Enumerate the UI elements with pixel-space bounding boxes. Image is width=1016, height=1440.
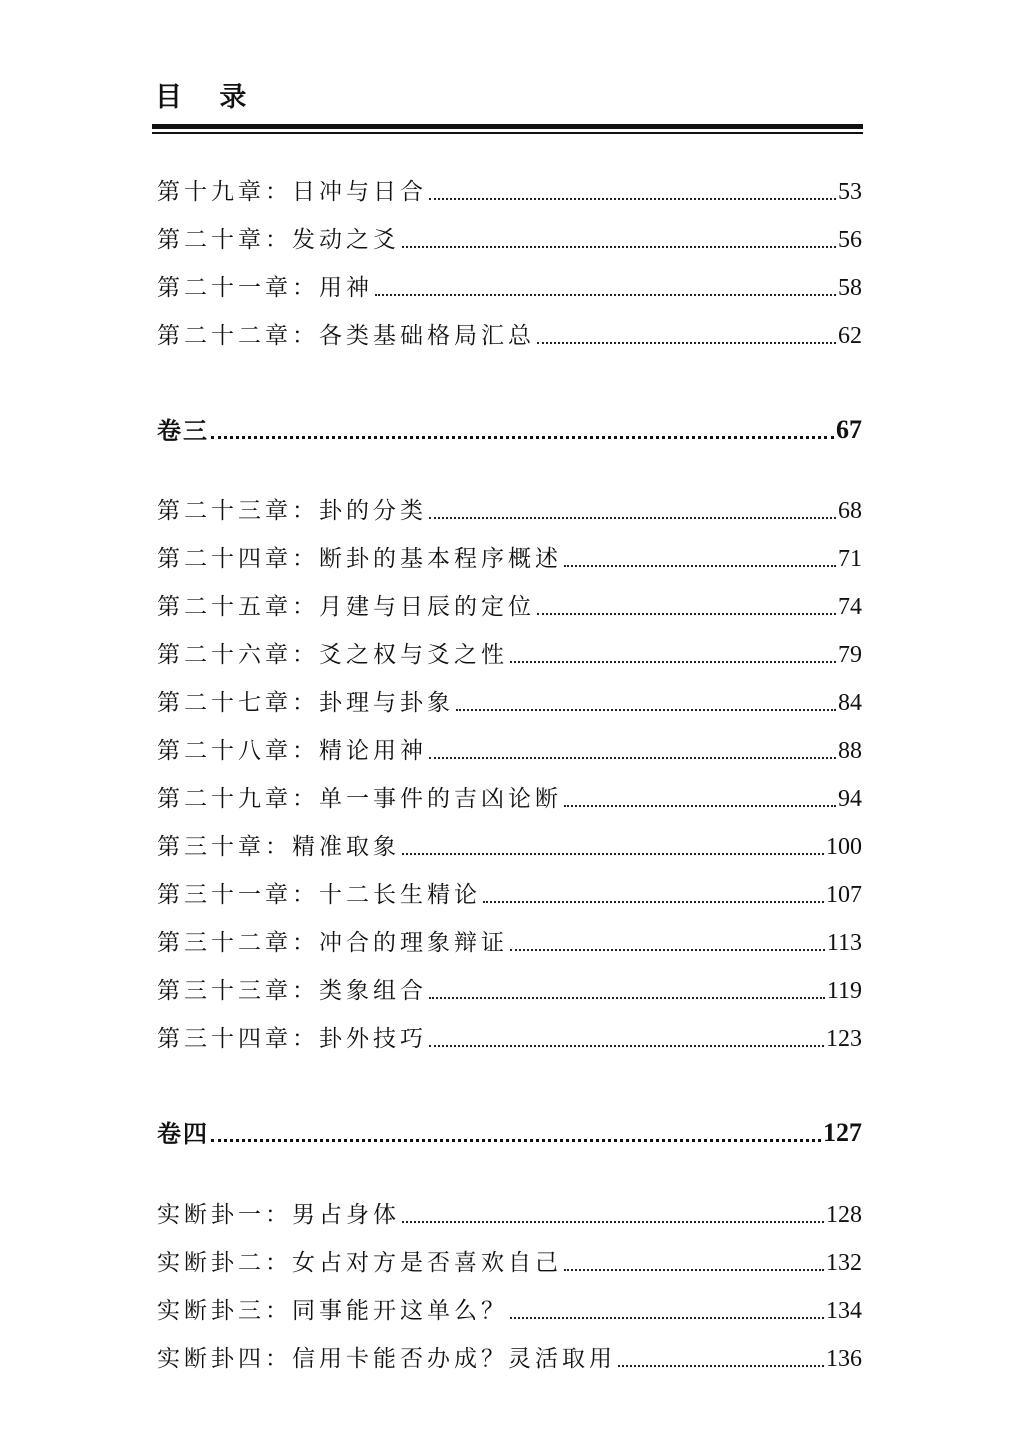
toc-volume-title: 卷四	[157, 1119, 209, 1148]
toc-entry-title: 实断卦一：男占身体	[157, 1202, 400, 1228]
toc-entry[interactable]	[157, 1337, 862, 1371]
toc-entry[interactable]	[157, 218, 862, 252]
toc-entry-title: 第二十八章：精论用神	[157, 738, 427, 764]
toc-entry-title: 第二十四章：断卦的基本程序概述	[157, 546, 562, 572]
toc-entry-page: 94	[838, 786, 862, 812]
toc-entry[interactable]	[157, 537, 862, 571]
toc-entry[interactable]	[157, 777, 862, 811]
toc-entry-page: 88	[838, 738, 862, 764]
dot-leader	[402, 853, 824, 855]
toc-entry[interactable]	[157, 969, 862, 1003]
header-rule-thick	[152, 124, 863, 129]
toc-entry-title: 第三十章：精准取象	[157, 834, 400, 860]
toc-volume-entry[interactable]	[157, 409, 862, 443]
toc-entry[interactable]	[157, 489, 862, 523]
toc-entry-page: 68	[838, 498, 862, 524]
toc-entry-title: 第三十三章：类象组合	[157, 978, 427, 1004]
toc-entry-page: 58	[838, 275, 862, 301]
dot-leader	[429, 198, 836, 200]
toc-entry[interactable]	[157, 1241, 862, 1275]
toc-entry-title: 第二十二章：各类基础格局汇总	[157, 323, 535, 349]
toc-entry-page: 53	[838, 179, 862, 205]
toc-entry-title: 第二十五章：月建与日辰的定位	[157, 594, 535, 620]
toc-entry[interactable]	[157, 1289, 862, 1323]
dot-leader	[618, 1365, 824, 1367]
toc-entry[interactable]	[157, 873, 862, 907]
toc-entry[interactable]	[157, 585, 862, 619]
toc-entry-page: 123	[826, 1026, 862, 1052]
toc-entry-title: 实断卦三：同事能开这单么？	[157, 1298, 508, 1324]
dot-leader	[483, 901, 824, 903]
toc-volume-page: 127	[823, 1118, 862, 1147]
dot-leader	[510, 1317, 824, 1319]
toc-volume-entry[interactable]	[157, 1112, 862, 1146]
toc-entry-page: 79	[838, 642, 862, 668]
toc-entry-title: 第二十一章：用神	[157, 275, 373, 301]
running-header-title: 目 录	[155, 82, 261, 113]
dot-leader	[429, 1045, 824, 1047]
toc-entry-title: 第二十六章：爻之权与爻之性	[157, 642, 508, 668]
toc-entry-page: 100	[826, 834, 862, 860]
toc-entry-title: 第三十一章：十二长生精论	[157, 882, 481, 908]
toc-entry-page: 128	[826, 1202, 862, 1228]
toc-entry-page: 113	[826, 930, 862, 956]
dot-leader	[429, 517, 836, 519]
toc-entry-title: 第二十七章：卦理与卦象	[157, 690, 454, 716]
toc-entry-title: 第十九章：日冲与日合	[157, 179, 427, 205]
toc-entry-page: 62	[838, 323, 862, 349]
toc-entry-title: 实断卦二：女占对方是否喜欢自己	[157, 1250, 562, 1276]
dot-leader	[537, 613, 836, 615]
dot-leader	[429, 997, 825, 999]
toc-entry-page: 71	[838, 546, 862, 572]
dot-leader	[510, 661, 836, 663]
toc-volume-title: 卷三	[157, 416, 209, 445]
toc-volume-page: 67	[836, 415, 862, 444]
toc-entry-title: 第二十九章：单一事件的吉凶论断	[157, 786, 562, 812]
toc-entry-page: 134	[826, 1298, 862, 1324]
toc-entry-title: 第三十二章：冲合的理象辩证	[157, 930, 508, 956]
dot-leader	[402, 1221, 824, 1223]
toc-entry[interactable]	[157, 1017, 862, 1051]
toc-entry[interactable]	[157, 1193, 862, 1227]
dot-leader	[375, 294, 836, 296]
toc-entry[interactable]	[157, 266, 862, 300]
dot-leader	[211, 1139, 821, 1142]
toc-entry-page: 56	[838, 227, 862, 253]
toc-entry[interactable]	[157, 314, 862, 348]
toc-entry-page: 132	[826, 1250, 862, 1276]
header-rule-thin	[152, 132, 863, 134]
dot-leader	[564, 565, 836, 567]
dot-leader	[429, 757, 836, 759]
toc-entry-title: 第二十章：发动之爻	[157, 227, 400, 253]
toc-entry-title: 第二十三章：卦的分类	[157, 498, 427, 524]
toc-entry[interactable]	[157, 633, 862, 667]
toc-entry-page: 136	[826, 1346, 862, 1372]
toc-entry-title: 第三十四章：卦外技巧	[157, 1026, 427, 1052]
toc-entry-page: 84	[838, 690, 862, 716]
toc-entry[interactable]	[157, 825, 862, 859]
toc-entry[interactable]	[157, 921, 862, 955]
dot-leader	[211, 436, 834, 439]
toc-entry-page: 107	[826, 882, 862, 908]
toc-entry[interactable]	[157, 170, 862, 204]
dot-leader	[537, 342, 836, 344]
dot-leader	[402, 246, 836, 248]
dot-leader	[456, 709, 836, 711]
toc-entry-page: 119	[826, 978, 862, 1004]
toc-entry-page: 74	[838, 594, 862, 620]
dot-leader	[564, 805, 836, 807]
toc-entry[interactable]	[157, 681, 862, 715]
toc-entry[interactable]	[157, 729, 862, 763]
dot-leader	[564, 1269, 824, 1271]
toc-entry-title: 实断卦四：信用卡能否办成？灵活取用	[157, 1346, 616, 1372]
dot-leader	[510, 949, 825, 951]
